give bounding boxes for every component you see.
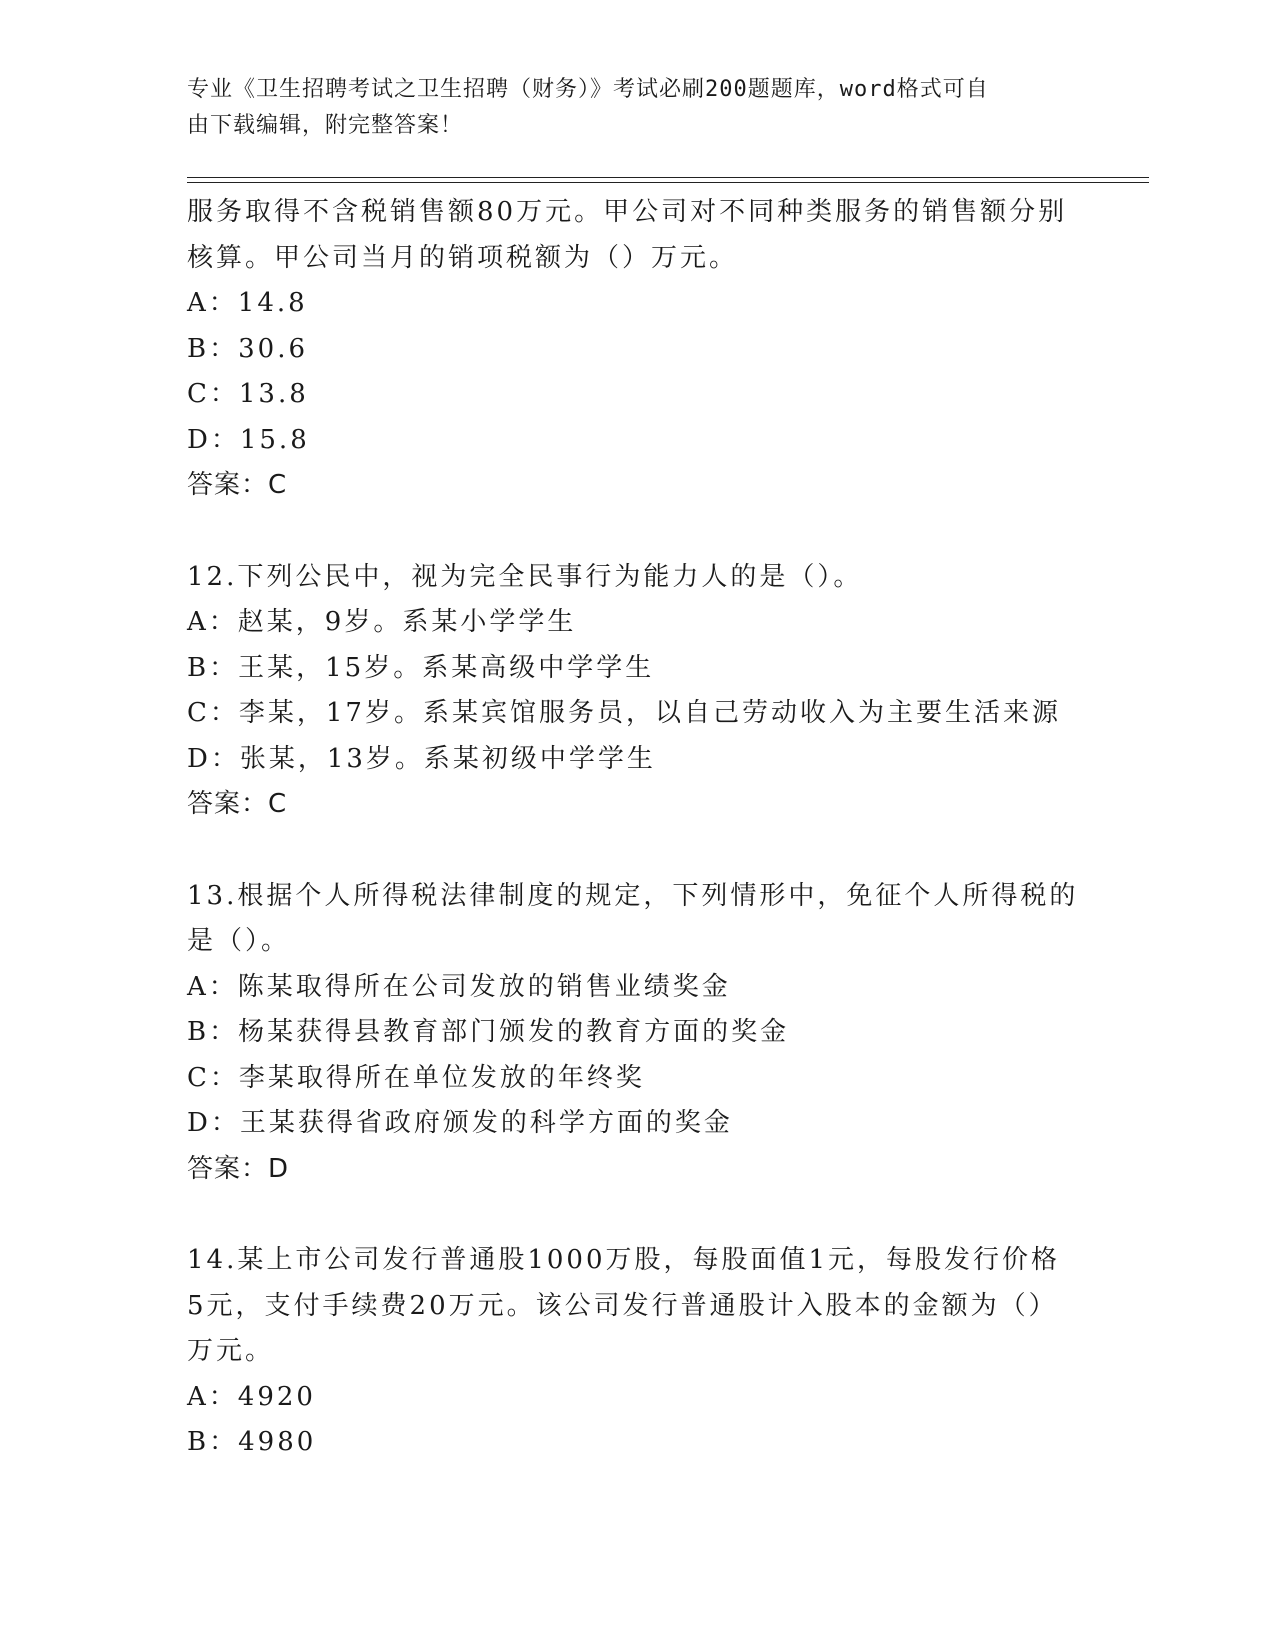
- option-a: A：14.8: [187, 288, 308, 318]
- question-13: [187, 874, 1087, 1193]
- question-spacer: [187, 1192, 1087, 1238]
- option-c: C：李某取得所在单位发放的年终奖: [187, 1062, 645, 1093]
- document-header: [187, 72, 1087, 144]
- answer-line: 答案：C: [187, 789, 288, 819]
- option-c: C：李某，17岁。系某宾馆服务员，以自己劳动收入为主要生活来源: [187, 698, 1061, 728]
- question-list: [187, 190, 1087, 1466]
- option-a: A：4920: [187, 1381, 316, 1412]
- option-a: A：陈某取得所在公司发放的销售业绩奖金: [187, 971, 731, 1002]
- question-text-line: 服务取得不含税销售额80万元。甲公司对不同种类服务的销售额分别: [187, 197, 1068, 227]
- option-c: C：13.8: [187, 379, 309, 409]
- option-b: B：杨某获得县教育部门颁发的教育方面的奖金: [187, 1017, 790, 1047]
- option-d: D：王某获得省政府颁发的科学方面的奖金: [187, 1108, 733, 1138]
- option-b: B：4980: [187, 1427, 317, 1457]
- question-text-line: 是（）。: [187, 926, 291, 956]
- option-b: B：王某，15岁。系某高级中学学生: [187, 652, 655, 683]
- answer-line: 答案：C: [187, 470, 288, 500]
- header-divider-top: [187, 177, 1149, 178]
- option-a: A：赵某，9岁。系某小学学生: [187, 607, 577, 637]
- answer-line: 答案：D: [187, 1153, 290, 1184]
- question-text-line: 5元，支付手续费20万元。该公司发行普通股计入股本的金额为（）: [187, 1290, 1058, 1321]
- option-d: D：15.8: [187, 424, 310, 455]
- question-text-line: 13.根据个人所得税法律制度的规定，下列情形中，免征个人所得税的: [187, 880, 1079, 911]
- question-12: [187, 555, 1087, 828]
- option-d: D：张某，13岁。系某初级中学学生: [187, 743, 656, 774]
- question-text-line: 核算。甲公司当月的销项税额为（）万元。: [187, 242, 739, 273]
- question-14: [187, 1238, 1087, 1466]
- question-11: [187, 190, 1087, 509]
- question-text-line: 12.下列公民中，视为完全民事行为能力人的是（）。: [187, 561, 863, 592]
- header-line-2: 由下载编辑，附完整答案！: [187, 113, 464, 138]
- question-text-line: 14.某上市公司发行普通股1000万股，每股面值1元，每股发行价格: [187, 1245, 1061, 1275]
- question-text-line: 万元。: [187, 1336, 275, 1366]
- option-b: B：30.6: [187, 333, 308, 364]
- question-spacer: [187, 509, 1087, 555]
- header-line-1: 专业《卫生招聘考试之卫生招聘（财务）》考试必刷200题题库，word格式可自: [187, 77, 989, 102]
- question-spacer: [187, 828, 1087, 874]
- header-divider-bottom: [187, 182, 1149, 183]
